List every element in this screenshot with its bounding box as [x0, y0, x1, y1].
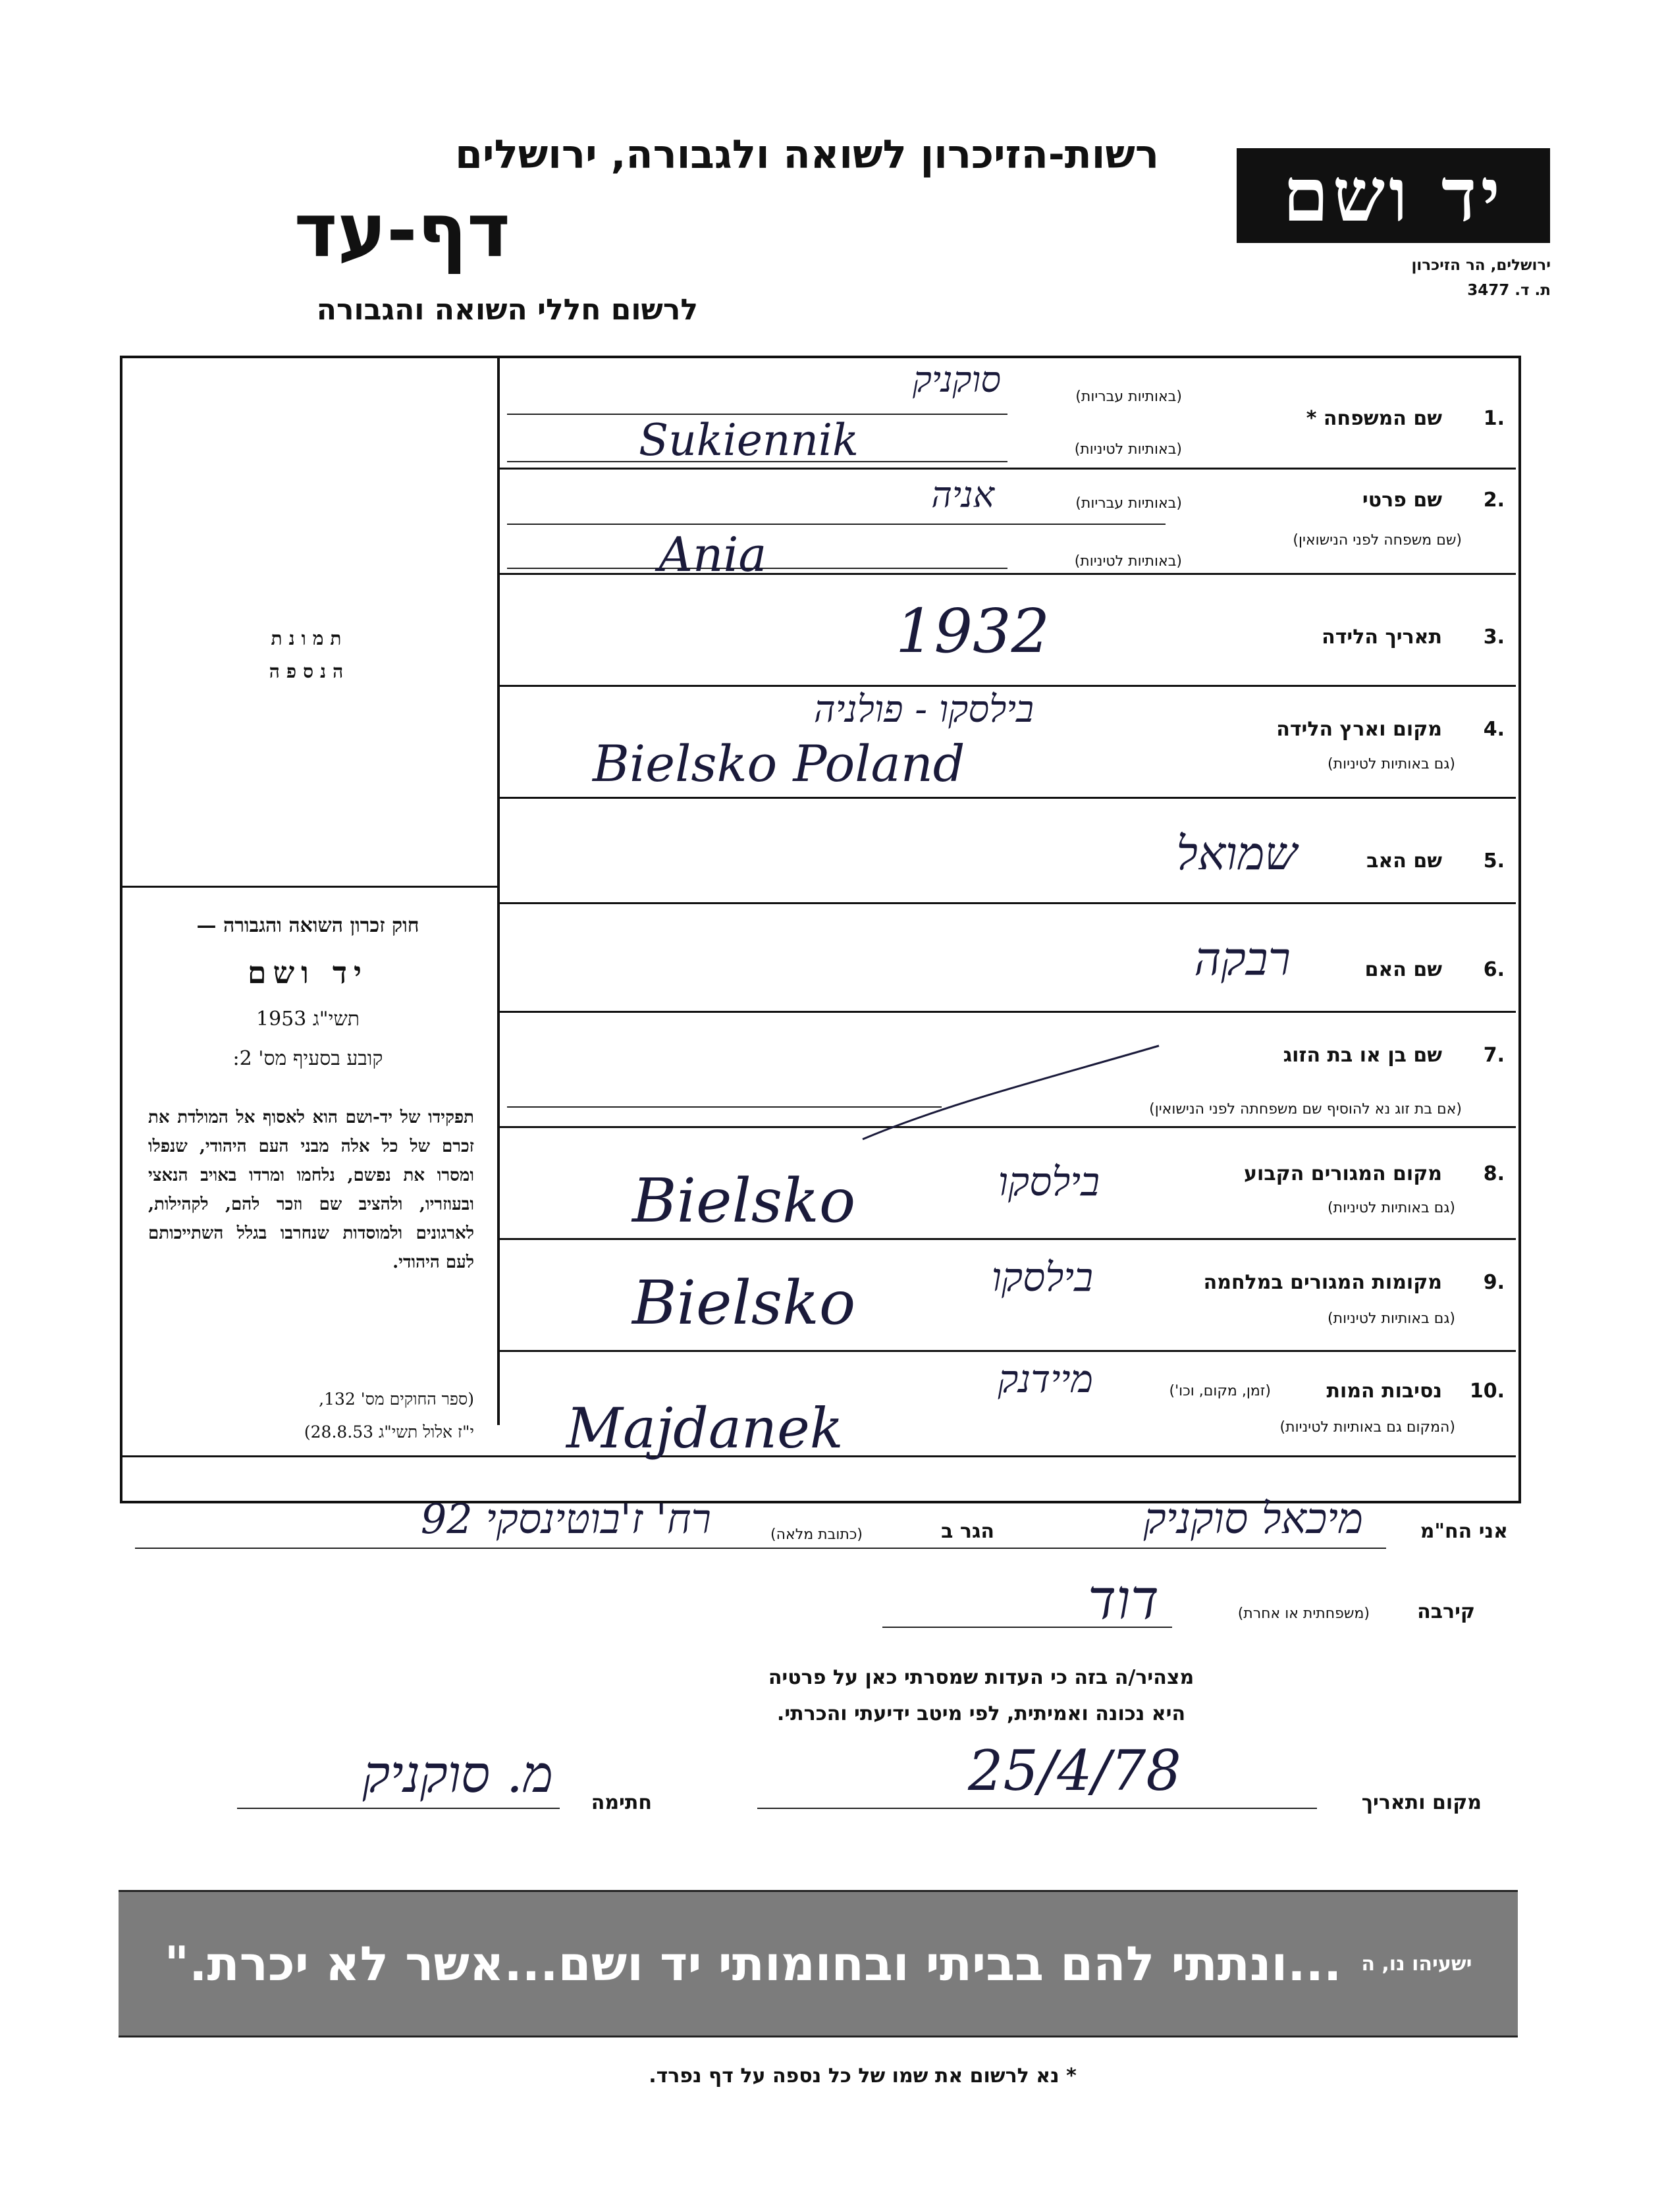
field-1-number: 1.	[1483, 407, 1505, 430]
field-4-number: 4.	[1483, 718, 1505, 741]
resides-label: הגר ב	[941, 1520, 994, 1543]
field-10-hint: (זמן, מקום, וכו')	[1169, 1383, 1271, 1399]
field-3-label: תאריך הלידה	[1322, 626, 1442, 649]
law-name: יד ושם	[247, 955, 369, 990]
law-reference-2: י"ז אלול תשי"ג 28.8.53)	[304, 1422, 474, 1442]
declaration-statement-2: היא נכונה ואמיתית, לפי מיטב ידיעתי והכרתי.	[776, 1702, 1186, 1725]
field-6-number: 6.	[1483, 958, 1505, 981]
field-9-number: 9.	[1483, 1271, 1505, 1294]
quote-banner	[119, 1890, 1518, 2037]
place-date-label: מקום ותאריך	[1361, 1791, 1482, 1814]
law-clause: קובע בסעיף מס' 2:	[232, 1047, 383, 1070]
row-divider	[500, 468, 1516, 470]
field-10-latin-hint: (המקום גם באותיות לטיניות)	[1279, 1419, 1455, 1436]
signature-value: מ. סוקניק	[362, 1745, 553, 1804]
field-7-number: 7.	[1483, 1044, 1505, 1067]
row-divider	[500, 797, 1516, 799]
field-10-hebrew-value: מיידנק	[998, 1357, 1093, 1401]
row-divider	[500, 1011, 1516, 1013]
footnote: * נא לרשום את שמו של כל נספה על דף נפרד.	[649, 2064, 1077, 2088]
field-7-pen-stroke	[856, 1040, 1166, 1146]
row-divider	[500, 573, 1516, 575]
field-4-label: מקום וארץ הלידה	[1276, 718, 1442, 741]
field-7-label: שם בן או בת הזוג	[1283, 1044, 1442, 1067]
declaration-statement-1: מצהיר/ה בזה כי העדות שמסרתי כאן על פרטיה	[768, 1666, 1194, 1689]
row-divider	[500, 685, 1516, 687]
field-10-latin-value: Majdanek	[566, 1396, 844, 1461]
field-8-number: 8.	[1483, 1162, 1505, 1185]
yad-vashem-logo: יד ושם	[1237, 148, 1550, 243]
declarant-name: מיכאל סוקניק	[1143, 1495, 1363, 1544]
field-4-hebrew-value: בילסקו - פולניה	[813, 688, 1034, 731]
field-8-latin-hint: (גם באותיות לטיניות)	[1328, 1200, 1455, 1216]
field-8-label: מקום המגורים הקבוע	[1244, 1162, 1442, 1185]
field-9-latin-value: Bielsko	[632, 1268, 856, 1338]
signature-label: חתימה	[591, 1791, 652, 1814]
quote-source: ישעיהו נו, ה	[1361, 1952, 1472, 1976]
photo-box-divider	[122, 886, 497, 888]
relation-fill-line	[882, 1627, 1172, 1628]
address-fill-line	[135, 1548, 1386, 1549]
law-text: תפקידו של יד-ושם הוא לאסוף אל המולדת את זכרם של כל אלה מבני העם היהודי, שנפלו ומסרו את נפשם, נלחמו ומרדו באויב הנאצי ובעוזריו, ולהציב שם וזכר להם, לקהילות, לארגונים ולמוסדות שנחרבו בגלל השתייכותם לעם היהודי.	[148, 1108, 475, 1272]
field-5-number: 5.	[1483, 850, 1505, 873]
field-1-latin-hint: (באותיות לטיניות)	[1074, 441, 1182, 458]
address-hint: (כתובת מלאה)	[770, 1526, 863, 1543]
law-reference-1: (ספר החוקים מס' 132,	[319, 1389, 474, 1409]
field-2-latin-hint: (באותיות לטיניות)	[1074, 553, 1182, 570]
signature-fill-line	[237, 1808, 560, 1809]
field-9-label: מקומות המגורים במלחמה	[1203, 1271, 1442, 1294]
org-address: ירושלים, הר הזיכרון	[1411, 257, 1551, 274]
field-1-hebrew-hint: (באותיות עבריות)	[1075, 389, 1182, 405]
field-5-value: שמואל	[1176, 826, 1297, 880]
field-3-number: 3.	[1483, 626, 1505, 649]
field-4-latin-value: Bielsko Poland	[593, 734, 965, 793]
form-subtitle: לרשום חללי השואה והגבורה	[316, 293, 698, 327]
law-year: תשי"ג 1953	[256, 1008, 360, 1031]
relation-value: דוד	[1087, 1567, 1159, 1632]
field-9-latin-hint: (גם באותיות לטיניות)	[1328, 1310, 1455, 1327]
field-10-number: 10.	[1469, 1380, 1505, 1403]
fill-line	[507, 524, 1166, 525]
relation-label: קירבה	[1417, 1600, 1475, 1623]
field-3-value: 1932	[896, 596, 1050, 666]
place-date-fill-line	[757, 1808, 1317, 1809]
field-2-latin-value: Ania	[658, 527, 767, 582]
field-2-hebrew-hint: (באותיות עבריות)	[1075, 495, 1182, 512]
field-7-hint: (אם בת זוג נא להוסיף שם משפחתה לפני הנישואין)	[1149, 1101, 1462, 1118]
row-divider	[500, 902, 1516, 904]
relation-hint: (משפחתית או אחרת)	[1237, 1605, 1370, 1622]
field-8-hebrew-value: בילסקו	[998, 1159, 1100, 1205]
field-2-hebrew-value: אניה	[931, 474, 994, 516]
field-6-value: רבקה	[1194, 932, 1291, 986]
field-8-latin-value: Bielsko	[632, 1166, 856, 1236]
form-title: דף-עד	[294, 188, 510, 274]
field-2-number: 2.	[1483, 489, 1505, 512]
field-1-latin-value: Sukiennik	[639, 415, 859, 466]
photo-placeholder-label: תמונת הנספה	[269, 628, 350, 683]
field-4-latin-hint: (גם באותיות לטיניות)	[1328, 756, 1455, 772]
address-value: רח' ז'בוטינסקי 92	[420, 1495, 711, 1543]
field-6-label: שם האם	[1364, 958, 1442, 981]
quote-text: ...ונתתי להם בביתי ובחומותי יד ושם...אשר לא יכרת."	[164, 1936, 1342, 1991]
field-5-label: שם האב	[1366, 850, 1442, 873]
field-1-label: שם המשפחה *	[1306, 407, 1442, 430]
place-date-value: 25/4/78	[968, 1739, 1181, 1803]
row-divider	[500, 1238, 1516, 1240]
field-1-hebrew-value: סוקניק	[912, 359, 1001, 400]
declarant-prefix: אני הח"מ	[1420, 1520, 1508, 1543]
law-title: חוק זכרון השואה והגבורה —	[196, 914, 419, 937]
field-2-maiden-hint: (שם משפחה לפני הנישואין)	[1293, 532, 1462, 549]
row-divider	[500, 1350, 1516, 1352]
column-divider	[497, 358, 500, 1425]
org-po-box: ת. ד. 3477	[1467, 282, 1551, 299]
field-9-hebrew-value: בילסקו	[991, 1254, 1093, 1301]
field-10-label: נסיבות המות	[1326, 1380, 1442, 1403]
field-2-label: שם פרטי	[1362, 489, 1442, 512]
authority-title: רשות-הזיכרון לשואה ולגבורה, ירושלים	[455, 132, 1159, 178]
